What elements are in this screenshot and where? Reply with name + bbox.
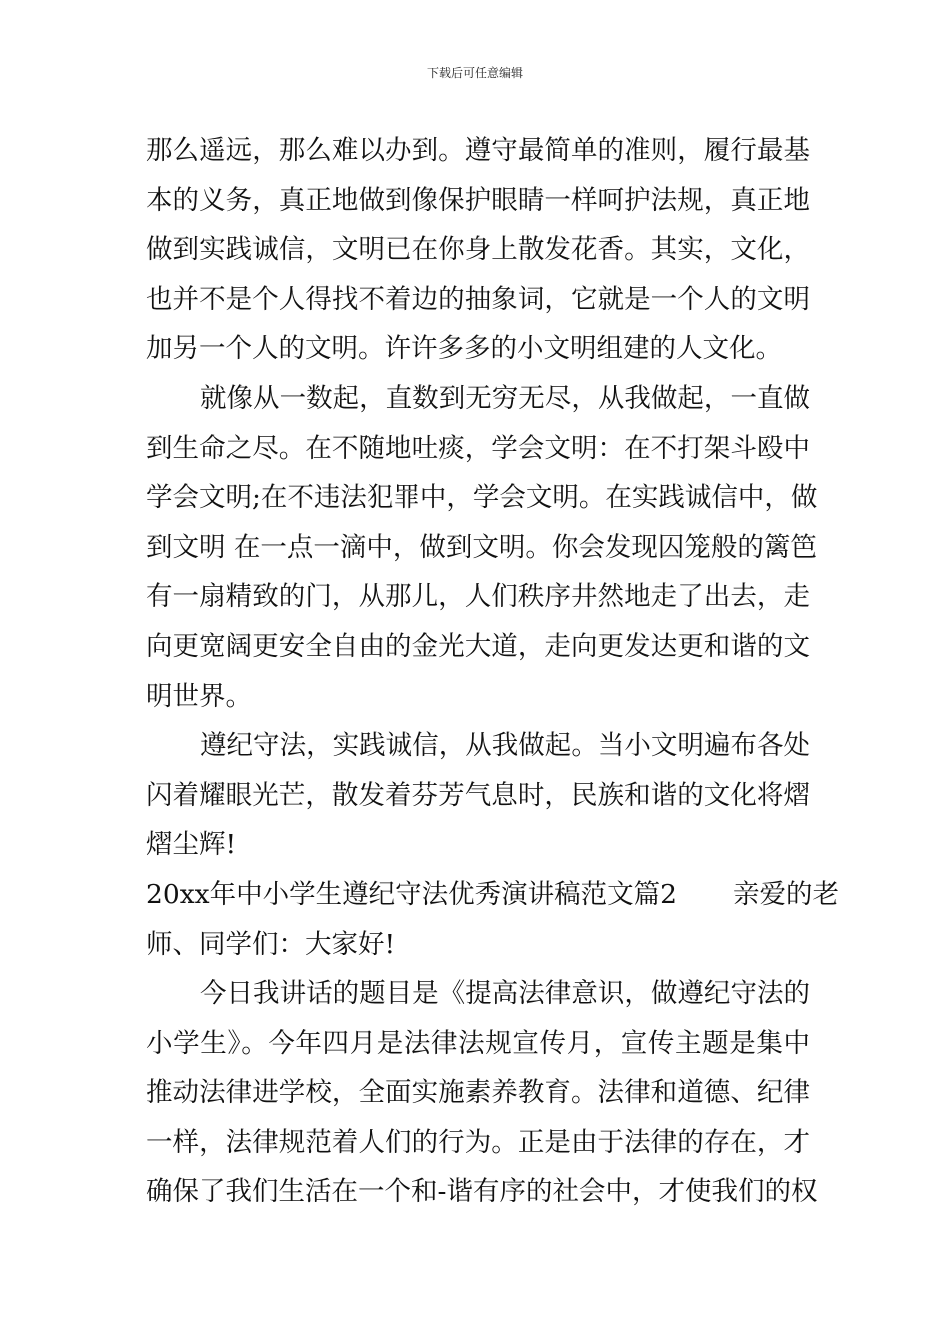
text-line-11: 向更宽阔更安全自由的金光大道，走向更发达更和谐的文 (146, 630, 810, 662)
text-line-8: 学会文明;在不违法犯罪中，学会文明。在实践诚信中，做 (146, 482, 818, 514)
section-title: 20xx年中小学生遵纪守法优秀演讲稿范文篇2 (146, 878, 677, 910)
paragraph-start-line-13: 遵纪守法，实践诚信，从我做起。当小文明遍布各处 (200, 730, 810, 762)
text-line-19: 小学生》。今年四月是法律法规宣传月，宣传主题是集中 (146, 1027, 810, 1059)
text-line-12: 明世界。 (146, 680, 252, 712)
text-line-14: 闪着耀眼光芒，散发着芬芳气息时，民族和谐的文化将熠 (146, 779, 810, 811)
text-line-21: 一样，法律规范着人们的行为。正是由于法律的存在，才 (146, 1126, 810, 1158)
text-line-4: 也并不是个人得找不着边的抽象词，它就是一个人的文明 (146, 283, 810, 315)
greeting-start: 亲爱的老 (732, 878, 839, 910)
text-line-1: 那么遥远，那么难以办到。遵守最简单的准则，履行最基 (146, 135, 810, 166)
text-line-15: 熠尘辉! (146, 829, 237, 861)
text-line-17: 师、同学们：大家好! (146, 928, 396, 960)
page-header: 下载后可任意编辑 (426, 66, 523, 80)
paragraph-start-line-6: 就像从一数起，直数到无穷无尽，从我做起，一直做 (200, 382, 810, 414)
text-line-10: 有一扇精致的门，从那儿，人们秩序井然地走了出去，走 (146, 581, 810, 613)
text-line-7: 到生命之尽。在不随地吐痰，学会文明：在不打架斗殴中 (146, 432, 810, 464)
text-line-22: 确保了我们生活在一个和-谐有序的社会中，才使我们的权 (146, 1176, 818, 1208)
text-line-3: 做到实践诚信，文明已在你身上散发花香。其实，文化， (146, 234, 810, 266)
text-line-5: 加另一个人的文明。许许多多的小文明组建的人文化。 (146, 333, 782, 365)
paragraph-start-line-18: 今日我讲话的题目是《提高法律意识，做遵纪守法的 (200, 978, 810, 1010)
section-heading-line (146, 870, 839, 920)
text-line-2: 本的义务，真正地做到像保护眼睛一样呵护法规，真正地 (146, 184, 810, 216)
text-line-20: 推动法律进学校，全面实施素养教育。法律和道德、纪律 (146, 1077, 810, 1109)
text-line-9: 到文明 在一点一滴中，做到文明。你会发现囚笼般的篱笆 (146, 531, 817, 563)
document-body (146, 126, 839, 1217)
